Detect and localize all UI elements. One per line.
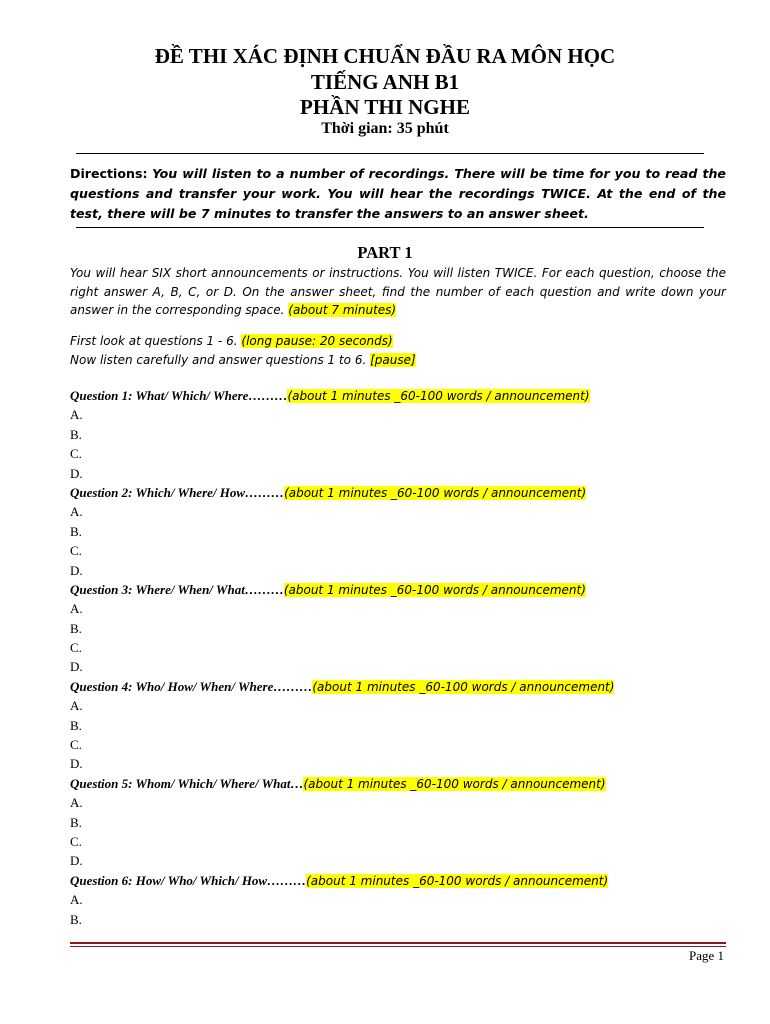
answer-option: B. <box>70 814 82 830</box>
directions-text: You will listen to a number of recordings. There will be time for you to read the questions and transfer your work. You will hear the recordings TWICE. At the end of the test, there will be 7 minutes to transfer the answers to an answer sheet. <box>70 166 726 221</box>
question-duration-note: (about 1 minutes _60-100 words / announcement) <box>303 776 606 791</box>
answer-option: C. <box>70 543 82 559</box>
question-label: Question 3: Where/ When/ What……… <box>70 581 284 597</box>
answer-option: D. <box>70 465 83 481</box>
question-duration-note: (about 1 minutes _60-100 words / announcement) <box>312 679 615 694</box>
directions-divider <box>76 227 704 228</box>
exam-title: ĐỀ THI XÁC ĐỊNH CHUẨN ĐẦU RA MÔN HỌC <box>154 44 616 68</box>
part-intro-text: You will hear SIX short announcements or instructions. You will listen TWICE. For each question, choose the right answer A, B, C, or D. On the answer sheet, find the number of each question and write down your answer in the corresponding space. <box>70 266 726 317</box>
answer-option: B. <box>70 911 82 927</box>
answer-option: B. <box>70 426 82 442</box>
question-duration-note: (about 1 minutes _60-100 words / announcement) <box>287 389 590 403</box>
now-listen-note: [pause] <box>370 352 416 367</box>
answer-option: A. <box>70 504 83 520</box>
answer-option: D. <box>70 659 83 675</box>
question-5-heading <box>70 774 730 793</box>
part-intro-note: (about 7 minutes) <box>288 303 397 317</box>
answer-option: C. <box>70 737 82 753</box>
answer-option: D. <box>70 853 83 869</box>
part-intro <box>70 264 726 320</box>
directions-colon: : <box>142 166 148 181</box>
question-duration-note: (about 1 minutes _60-100 words / announcement) <box>283 582 586 597</box>
question-3-heading <box>70 580 730 599</box>
question-duration-note: (about 1 minutes _60-100 words / announcement) <box>306 873 609 888</box>
answer-option: B. <box>70 717 82 733</box>
answer-option: A. <box>70 892 83 908</box>
header-divider <box>76 153 704 154</box>
answer-option: C. <box>70 833 82 849</box>
question-2-heading <box>70 483 730 502</box>
question-label: Question 1: What/ Which/ Where……… <box>70 388 288 403</box>
question-duration-note: (about 1 minutes _60-100 words / announcement) <box>284 485 587 500</box>
first-look-line <box>70 332 726 351</box>
answer-option: A. <box>70 795 83 811</box>
directions-label: Directions <box>70 166 143 181</box>
answer-option: D. <box>70 756 83 772</box>
question-label: Question 5: Whom/ Which/ Where/ What… <box>70 775 304 791</box>
first-look-note: (long pause: 20 seconds) <box>241 334 393 348</box>
first-look-text: First look at questions 1 - 6. <box>70 334 238 348</box>
question-1-heading <box>70 386 730 405</box>
question-label: Question 6: How/ Who/ Which/ How……… <box>70 872 307 888</box>
now-listen-text: Now listen carefully and answer questions 1 to 6. <box>70 352 367 367</box>
question-6-heading <box>70 871 730 890</box>
answer-option: B. <box>70 620 82 636</box>
exam-time: Thời gian: 35 phút <box>321 120 449 137</box>
answer-option: C. <box>70 446 82 462</box>
answer-option: A. <box>70 601 83 617</box>
question-label: Question 2: Which/ Where/ How……… <box>70 484 285 500</box>
answer-option: A. <box>70 407 83 423</box>
directions-paragraph <box>70 164 726 224</box>
now-listen-line <box>70 351 726 370</box>
listening-instructions <box>70 332 726 369</box>
answer-option: C. <box>70 640 82 656</box>
question-4-heading <box>70 677 730 696</box>
footer-rule <box>70 942 726 947</box>
exam-subject: TIẾNG ANH B1 <box>310 70 460 94</box>
page-number: Page 1 <box>688 948 724 963</box>
part-title: PART 1 <box>357 243 413 262</box>
exam-section: PHẦN THI NGHE <box>300 95 470 119</box>
answer-option: A. <box>70 698 83 714</box>
question-label: Question 4: Who/ How/ When/ Where……… <box>70 678 313 694</box>
answer-option: D. <box>70 562 83 578</box>
question-list <box>70 386 730 929</box>
answer-option: B. <box>70 523 82 539</box>
